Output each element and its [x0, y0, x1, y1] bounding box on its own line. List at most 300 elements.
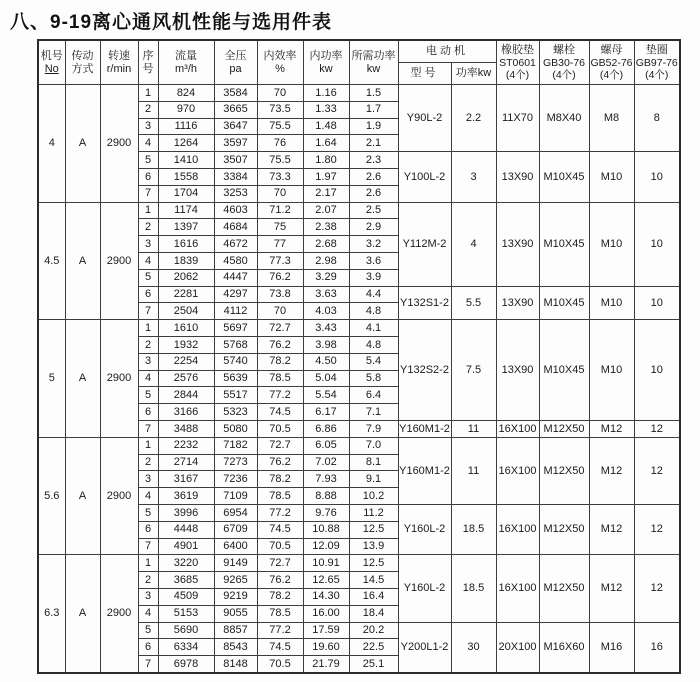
cell-flow: 4901 — [158, 538, 214, 555]
table-body — [38, 85, 680, 673]
cell-motor-power: 11 — [451, 420, 496, 437]
cell-flow: 2844 — [158, 387, 214, 404]
header-line: GB30-76 — [542, 56, 586, 69]
fan-performance-table — [37, 39, 681, 674]
header-line: GB97-76 — [635, 56, 678, 69]
header-line: 内效率 — [263, 49, 297, 62]
cell-required-power: 13.9 — [349, 538, 398, 555]
data-row — [38, 555, 680, 572]
cell-drive-mode: A — [65, 555, 100, 673]
cell-motor-model: Y200L1-2 — [398, 622, 451, 673]
cell-efficiency: 70.5 — [257, 656, 303, 673]
data-row — [38, 85, 680, 102]
data-row — [38, 437, 680, 454]
cell-required-power: 7.9 — [349, 420, 398, 437]
cell-pressure: 7109 — [214, 488, 257, 505]
cell-drive-mode: A — [65, 437, 100, 555]
cell-pressure: 7182 — [214, 437, 257, 454]
cell-efficiency: 77 — [257, 236, 303, 253]
cell-flow: 1704 — [158, 185, 214, 202]
cell-efficiency: 74.5 — [257, 404, 303, 421]
cell-inner-power: 1.64 — [303, 135, 349, 152]
col-header-motor-group: 电动机 — [398, 40, 496, 63]
cell-efficiency: 72.7 — [257, 320, 303, 337]
cell-seq: 6 — [138, 286, 158, 303]
cell-required-power: 2.1 — [349, 135, 398, 152]
cell-required-power: 1.7 — [349, 101, 398, 118]
cell-pressure: 4603 — [214, 202, 257, 219]
header-line: 内功率 — [309, 49, 343, 62]
header-line: 螺母 — [600, 44, 623, 57]
cell-inner-power: 3.29 — [303, 269, 349, 286]
cell-seq: 7 — [138, 303, 158, 320]
cell-rubber-pad: 16X100 — [496, 555, 539, 622]
cell-inner-power: 21.79 — [303, 656, 349, 673]
cell-pressure: 5768 — [214, 336, 257, 353]
cell-inner-power: 2.17 — [303, 185, 349, 202]
cell-flow: 3619 — [158, 488, 214, 505]
cell-nut: M8 — [589, 85, 634, 152]
cell-motor-power: 18.5 — [451, 555, 496, 622]
cell-inner-power: 12.09 — [303, 538, 349, 555]
cell-required-power: 1.5 — [349, 85, 398, 102]
cell-pressure: 3253 — [214, 185, 257, 202]
cell-inner-power: 6.17 — [303, 404, 349, 421]
cell-washer: 16 — [634, 622, 680, 673]
cell-flow: 970 — [158, 101, 214, 118]
cell-washer: 12 — [634, 420, 680, 437]
header-line: (4个) — [599, 68, 624, 81]
cell-seq: 3 — [138, 353, 158, 370]
cell-flow: 2714 — [158, 454, 214, 471]
cell-efficiency: 78.2 — [257, 588, 303, 605]
cell-rubber-pad: 11X70 — [496, 85, 539, 152]
cell-efficiency: 76.2 — [257, 269, 303, 286]
header-line: 机号 — [40, 49, 63, 62]
cell-motor-power: 18.5 — [451, 504, 496, 554]
cell-required-power: 12.5 — [349, 555, 398, 572]
cell-flow: 6334 — [158, 639, 214, 656]
cell-inner-power: 3.98 — [303, 336, 349, 353]
cell-washer: 12 — [634, 504, 680, 554]
cell-motor-model: Y160L-2 — [398, 555, 451, 622]
cell-efficiency: 76.2 — [257, 336, 303, 353]
cell-flow: 1116 — [158, 118, 214, 135]
cell-seq: 5 — [138, 152, 158, 169]
col-header-motor-model: 型号 — [398, 63, 451, 85]
cell-required-power: 3.9 — [349, 269, 398, 286]
cell-required-power: 5.8 — [349, 370, 398, 387]
cell-pressure: 3384 — [214, 168, 257, 185]
cell-seq: 7 — [138, 538, 158, 555]
cell-flow: 3166 — [158, 404, 214, 421]
cell-rubber-pad: 16X100 — [496, 504, 539, 554]
cell-inner-power: 2.98 — [303, 252, 349, 269]
col-header-motor-power: 功率kw — [451, 63, 496, 85]
col-header-bolt — [539, 40, 589, 85]
header-line: (4个) — [645, 68, 669, 81]
cell-flow: 3685 — [158, 572, 214, 589]
cell-seq: 6 — [138, 168, 158, 185]
cell-pressure: 6709 — [214, 521, 257, 538]
header-line: 转速 — [108, 49, 130, 62]
cell-pressure: 3665 — [214, 101, 257, 118]
cell-seq: 3 — [138, 118, 158, 135]
cell-efficiency: 70 — [257, 303, 303, 320]
cell-washer: 12 — [634, 555, 680, 622]
cell-required-power: 12.5 — [349, 521, 398, 538]
cell-efficiency: 78.2 — [257, 471, 303, 488]
cell-inner-power: 6.86 — [303, 420, 349, 437]
cell-required-power: 2.9 — [349, 219, 398, 236]
cell-efficiency: 74.5 — [257, 639, 303, 656]
header-line: (4个) — [552, 68, 576, 81]
cell-nut: M12 — [589, 504, 634, 554]
col-header-fan-no — [38, 40, 65, 85]
cell-flow: 5690 — [158, 622, 214, 639]
cell-efficiency: 70.5 — [257, 538, 303, 555]
cell-drive-mode: A — [65, 320, 100, 438]
cell-flow: 4448 — [158, 521, 214, 538]
header-line: 序 — [142, 49, 154, 62]
cell-washer: 12 — [634, 437, 680, 504]
cell-inner-power: 2.38 — [303, 219, 349, 236]
cell-motor-model: Y132S1-2 — [398, 286, 451, 320]
cell-pressure: 4672 — [214, 236, 257, 253]
cell-seq: 5 — [138, 387, 158, 404]
cell-pressure: 6954 — [214, 504, 257, 521]
cell-nut: M10 — [589, 202, 634, 286]
cell-motor-model: Y160M1-2 — [398, 420, 451, 437]
cell-efficiency: 75 — [257, 219, 303, 236]
cell-efficiency: 75.5 — [257, 152, 303, 169]
cell-inner-power: 2.68 — [303, 236, 349, 253]
cell-seq: 7 — [138, 420, 158, 437]
cell-bolt: M10X45 — [539, 202, 589, 286]
data-row — [38, 202, 680, 219]
cell-motor-model: Y160L-2 — [398, 504, 451, 554]
cell-inner-power: 10.91 — [303, 555, 349, 572]
cell-flow: 5153 — [158, 605, 214, 622]
cell-washer: 10 — [634, 202, 680, 286]
cell-nut: M12 — [589, 555, 634, 622]
cell-motor-model: Y100L-2 — [398, 152, 451, 202]
cell-seq: 2 — [138, 572, 158, 589]
cell-efficiency: 73.8 — [257, 286, 303, 303]
cell-efficiency: 71.2 — [257, 202, 303, 219]
cell-flow: 2281 — [158, 286, 214, 303]
cell-motor-model: Y112M-2 — [398, 202, 451, 286]
cell-pressure: 3507 — [214, 152, 257, 169]
cell-inner-power: 4.50 — [303, 353, 349, 370]
cell-pressure: 5697 — [214, 320, 257, 337]
cell-seq: 7 — [138, 656, 158, 673]
cell-efficiency: 78.5 — [257, 488, 303, 505]
header-line: 号 — [142, 62, 154, 75]
header-line: ST0601 — [499, 56, 536, 69]
header-line: pa — [229, 62, 242, 75]
cell-fan-no: 4.5 — [38, 202, 65, 320]
cell-seq: 3 — [138, 471, 158, 488]
cell-pressure: 4580 — [214, 252, 257, 269]
cell-required-power: 3.6 — [349, 252, 398, 269]
header-line: 所需功率 — [351, 49, 396, 62]
cell-motor-model: Y160M1-2 — [398, 437, 451, 504]
cell-seq: 4 — [138, 135, 158, 152]
cell-washer: 10 — [634, 152, 680, 202]
cell-rubber-pad: 20X100 — [496, 622, 539, 673]
cell-seq: 1 — [138, 320, 158, 337]
cell-nut: M10 — [589, 320, 634, 421]
header-line: r/min — [106, 62, 132, 75]
cell-efficiency: 74.5 — [257, 521, 303, 538]
cell-efficiency: 76 — [257, 135, 303, 152]
cell-pressure: 5080 — [214, 420, 257, 437]
cell-flow: 1839 — [158, 252, 214, 269]
cell-pressure: 6400 — [214, 538, 257, 555]
data-row — [38, 320, 680, 337]
col-header-flow — [158, 40, 214, 85]
cell-flow: 2062 — [158, 269, 214, 286]
page-title: 八、9-19离心通风机性能与选用件表 — [10, 12, 333, 33]
cell-motor-power: 30 — [451, 622, 496, 673]
cell-efficiency: 70.5 — [257, 420, 303, 437]
header-line: 橡胶垫 — [501, 44, 534, 57]
cell-pressure: 9265 — [214, 572, 257, 589]
cell-flow: 1616 — [158, 236, 214, 253]
header-line: % — [275, 62, 285, 75]
cell-seq: 3 — [138, 588, 158, 605]
cell-required-power: 20.2 — [349, 622, 398, 639]
cell-pressure: 3597 — [214, 135, 257, 152]
cell-rubber-pad: 13X90 — [496, 202, 539, 286]
cell-nut: M12 — [589, 420, 634, 437]
cell-pressure: 9055 — [214, 605, 257, 622]
cell-bolt: M16X60 — [539, 622, 589, 673]
cell-speed: 2900 — [100, 202, 138, 320]
cell-required-power: 4.4 — [349, 286, 398, 303]
col-header-speed — [100, 40, 138, 85]
cell-inner-power: 2.07 — [303, 202, 349, 219]
cell-inner-power: 5.54 — [303, 387, 349, 404]
cell-inner-power: 4.03 — [303, 303, 349, 320]
cell-bolt: M10X45 — [539, 286, 589, 320]
cell-required-power: 14.5 — [349, 572, 398, 589]
cell-efficiency: 76.2 — [257, 572, 303, 589]
cell-rubber-pad: 16X100 — [496, 437, 539, 504]
header-line: 垫圈 — [645, 44, 668, 57]
cell-inner-power: 19.60 — [303, 639, 349, 656]
cell-flow: 2254 — [158, 353, 214, 370]
cell-inner-power: 10.88 — [303, 521, 349, 538]
cell-efficiency: 77.2 — [257, 504, 303, 521]
cell-inner-power: 1.80 — [303, 152, 349, 169]
cell-seq: 4 — [138, 252, 158, 269]
cell-bolt: M12X50 — [539, 437, 589, 504]
header-line: GB52-76 — [590, 56, 633, 69]
cell-efficiency: 73.3 — [257, 168, 303, 185]
cell-pressure: 7273 — [214, 454, 257, 471]
cell-flow: 2232 — [158, 437, 214, 454]
cell-efficiency: 77.2 — [257, 622, 303, 639]
cell-required-power: 2.6 — [349, 168, 398, 185]
cell-motor-model: Y90L-2 — [398, 85, 451, 152]
cell-pressure: 5517 — [214, 387, 257, 404]
header-line: kw — [366, 62, 381, 75]
cell-pressure: 4447 — [214, 269, 257, 286]
cell-seq: 5 — [138, 622, 158, 639]
cell-pressure: 8857 — [214, 622, 257, 639]
header-line: 传动 — [71, 49, 94, 62]
cell-fan-no: 5.6 — [38, 437, 65, 555]
cell-seq: 1 — [138, 555, 158, 572]
cell-required-power: 11.2 — [349, 504, 398, 521]
cell-pressure: 9219 — [214, 588, 257, 605]
header-line: kw — [319, 62, 333, 75]
header-line: 全压 — [224, 49, 247, 62]
cell-inner-power: 7.02 — [303, 454, 349, 471]
cell-rubber-pad: 13X90 — [496, 320, 539, 421]
cell-seq: 2 — [138, 454, 158, 471]
cell-efficiency: 72.7 — [257, 437, 303, 454]
cell-nut: M10 — [589, 152, 634, 202]
cell-bolt: M10X45 — [539, 152, 589, 202]
cell-motor-power: 5.5 — [451, 286, 496, 320]
cell-required-power: 2.5 — [349, 202, 398, 219]
cell-drive-mode: A — [65, 202, 100, 320]
cell-rubber-pad: 16X100 — [496, 420, 539, 437]
cell-nut: M12 — [589, 437, 634, 504]
cell-seq: 2 — [138, 219, 158, 236]
cell-required-power: 18.4 — [349, 605, 398, 622]
cell-efficiency: 78.5 — [257, 605, 303, 622]
cell-bolt: M8X40 — [539, 85, 589, 152]
cell-inner-power: 1.33 — [303, 101, 349, 118]
cell-seq: 4 — [138, 605, 158, 622]
cell-seq: 5 — [138, 269, 158, 286]
cell-required-power: 3.2 — [349, 236, 398, 253]
cell-pressure: 9149 — [214, 555, 257, 572]
cell-flow: 3996 — [158, 504, 214, 521]
col-header-rubber-pad — [496, 40, 539, 85]
cell-washer: 8 — [634, 85, 680, 152]
cell-required-power: 8.1 — [349, 454, 398, 471]
header-line: 螺栓 — [553, 44, 575, 57]
cell-required-power: 16.4 — [349, 588, 398, 605]
col-header-inner-power — [303, 40, 349, 85]
cell-bolt: M12X50 — [539, 420, 589, 437]
cell-required-power: 1.9 — [349, 118, 398, 135]
cell-nut: M16 — [589, 622, 634, 673]
cell-efficiency: 76.2 — [257, 454, 303, 471]
cell-washer: 10 — [634, 286, 680, 320]
cell-speed: 2900 — [100, 85, 138, 203]
cell-bolt: M12X50 — [539, 504, 589, 554]
cell-bolt: M10X45 — [539, 320, 589, 421]
cell-inner-power: 17.59 — [303, 622, 349, 639]
cell-required-power: 9.1 — [349, 471, 398, 488]
cell-required-power: 10.2 — [349, 488, 398, 505]
header-line: 流量 — [175, 49, 197, 62]
cell-pressure: 4112 — [214, 303, 257, 320]
cell-efficiency: 78.2 — [257, 353, 303, 370]
cell-speed: 2900 — [100, 320, 138, 438]
col-header-drive — [65, 40, 100, 85]
cell-flow: 1264 — [158, 135, 214, 152]
cell-seq: 6 — [138, 404, 158, 421]
header-line: (4个) — [505, 68, 530, 81]
cell-seq: 6 — [138, 639, 158, 656]
cell-bolt: M12X50 — [539, 555, 589, 622]
cell-motor-power: 4 — [451, 202, 496, 286]
cell-required-power: 4.1 — [349, 320, 398, 337]
cell-efficiency: 78.5 — [257, 370, 303, 387]
cell-inner-power: 14.30 — [303, 588, 349, 605]
cell-motor-power: 11 — [451, 437, 496, 504]
col-header-nut — [589, 40, 634, 85]
cell-flow: 4509 — [158, 588, 214, 605]
cell-inner-power: 5.04 — [303, 370, 349, 387]
cell-efficiency: 77.3 — [257, 252, 303, 269]
cell-seq: 4 — [138, 488, 158, 505]
cell-flow: 3488 — [158, 420, 214, 437]
cell-flow: 1174 — [158, 202, 214, 219]
cell-drive-mode: A — [65, 85, 100, 203]
col-header-required-power — [349, 40, 398, 85]
cell-efficiency: 77.2 — [257, 387, 303, 404]
cell-pressure: 3647 — [214, 118, 257, 135]
cell-seq: 4 — [138, 370, 158, 387]
cell-inner-power: 3.43 — [303, 320, 349, 337]
cell-flow: 6978 — [158, 656, 214, 673]
cell-inner-power: 16.00 — [303, 605, 349, 622]
cell-pressure: 3584 — [214, 85, 257, 102]
cell-pressure: 7236 — [214, 471, 257, 488]
cell-pressure: 5740 — [214, 353, 257, 370]
cell-required-power: 7.1 — [349, 404, 398, 421]
cell-flow: 2576 — [158, 370, 214, 387]
cell-required-power: 25.1 — [349, 656, 398, 673]
cell-seq: 5 — [138, 504, 158, 521]
cell-flow: 3167 — [158, 471, 214, 488]
cell-required-power: 2.6 — [349, 185, 398, 202]
cell-efficiency: 70 — [257, 185, 303, 202]
cell-required-power: 4.8 — [349, 303, 398, 320]
col-header-efficiency — [257, 40, 303, 85]
cell-pressure: 8148 — [214, 656, 257, 673]
cell-inner-power: 6.05 — [303, 437, 349, 454]
cell-required-power: 7.0 — [349, 437, 398, 454]
cell-inner-power: 9.76 — [303, 504, 349, 521]
cell-speed: 2900 — [100, 437, 138, 555]
cell-seq: 3 — [138, 236, 158, 253]
cell-pressure: 5323 — [214, 404, 257, 421]
header-line: No — [44, 62, 59, 75]
cell-flow: 2504 — [158, 303, 214, 320]
cell-efficiency: 70 — [257, 85, 303, 102]
header-line: 方式 — [71, 62, 94, 75]
cell-seq: 1 — [138, 202, 158, 219]
cell-inner-power: 12.65 — [303, 572, 349, 589]
cell-required-power: 2.3 — [349, 152, 398, 169]
cell-pressure: 5639 — [214, 370, 257, 387]
cell-required-power: 6.4 — [349, 387, 398, 404]
cell-seq: 2 — [138, 101, 158, 118]
cell-flow: 1610 — [158, 320, 214, 337]
cell-required-power: 5.4 — [349, 353, 398, 370]
cell-required-power: 4.8 — [349, 336, 398, 353]
cell-flow: 1558 — [158, 168, 214, 185]
